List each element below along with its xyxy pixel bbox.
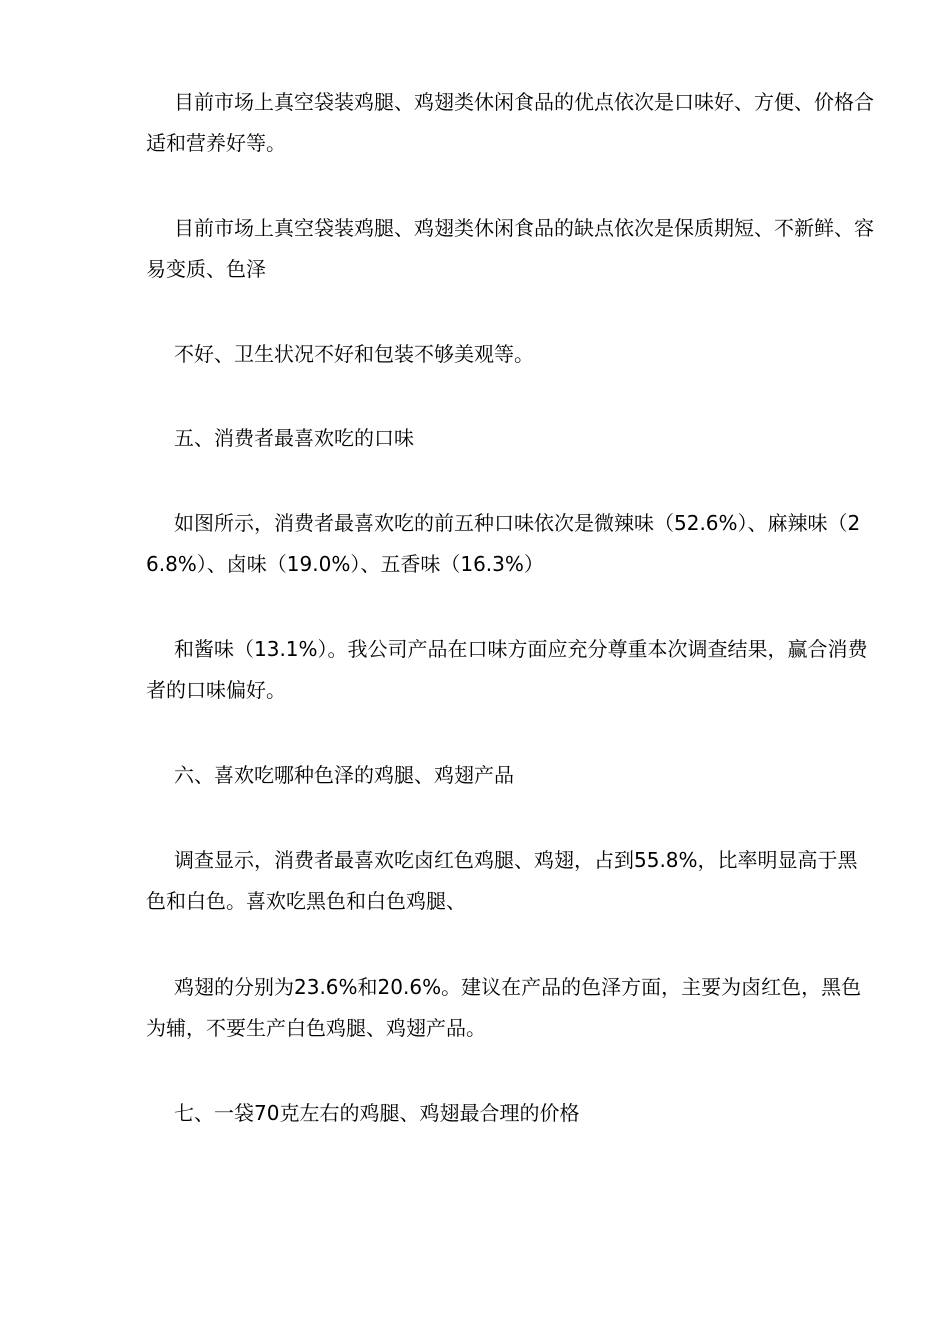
paragraph-color-recommendation: 鸡翅的分别为23.6%和20.6%。建议在产品的色泽方面，主要为卤红色，黑色为辅，不要生产白色鸡腿、鸡翅产品。 [146, 975, 862, 1040]
paragraph-disadvantages: 目前市场上真空袋装鸡腿、鸡翅类休闲食品的缺点依次是保质期短、不新鲜、容易变质、色泽 [146, 216, 874, 281]
section-heading-price: 七、一袋70克左右的鸡腿、鸡翅最合理的价格 [174, 1101, 580, 1125]
paragraph-color-results: 调查显示，消费者最喜欢吃卤红色鸡腿、鸡翅，占到55.8%，比率明显高于黑色和白色。喜欢吃黑色和白色鸡腿、 [146, 848, 858, 913]
section-heading-color: 六、喜欢吃哪种色泽的鸡腿、鸡翅产品 [174, 763, 514, 787]
section-heading-flavor: 五、消费者最喜欢吃的口味 [174, 426, 414, 450]
paragraph-disadvantages-continued: 不好、卫生状况不好和包装不够美观等。 [174, 342, 534, 366]
paragraph-advantages: 目前市场上真空袋装鸡腿、鸡翅类休闲食品的优点依次是口味好、方便、价格合适和营养好等。 [146, 90, 874, 155]
paragraph-flavor-results: 如图所示，消费者最喜欢吃的前五种口味依次是微辣味（52.6%）、麻辣味（26.8%）、卤味（19.0%）、五香味（16.3%） [146, 511, 861, 576]
paragraph-flavor-conclusion: 和酱味（13.1%）。我公司产品在口味方面应充分尊重本次调查结果，赢合消费者的口味偏好。 [146, 637, 868, 702]
